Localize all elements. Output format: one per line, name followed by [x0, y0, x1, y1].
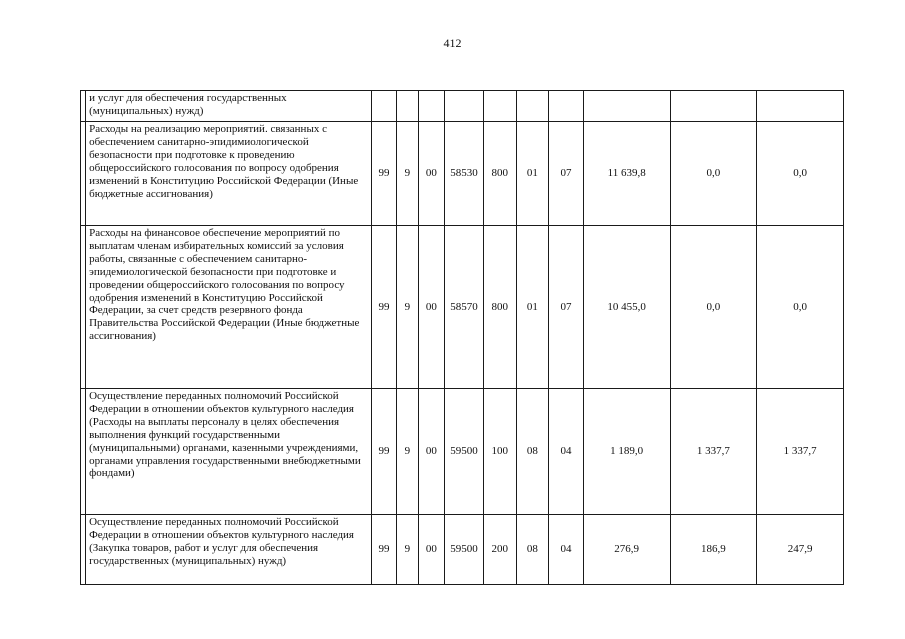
code-d-cell: 59500 — [445, 515, 484, 585]
table-row — [81, 226, 844, 389]
table-row — [81, 91, 844, 122]
code-a-cell: 99 — [371, 389, 397, 515]
code-b-cell: 9 — [397, 389, 418, 515]
amount-2020-cell: 11 639,8 — [583, 122, 670, 226]
description-cell: Расходы на финансовое обеспечение мероприятий по выплатам членам избирательных комиссий за условия работы, связанные с обеспечением санитарно-эпидемиологической безопасности при подготовке и проведении общероссийского голосования по вопросу одобрения изменений в Конституцию Российской Федерации, за счет средств резервного фонда Правительства Российской Федерации (Иные бюджетные ассигнования) — [86, 226, 372, 389]
code-a-cell: 99 — [371, 515, 397, 585]
amount-2022-cell — [757, 91, 844, 122]
code-b-cell — [397, 91, 418, 122]
budget-table — [80, 90, 844, 585]
section-cell: 08 — [516, 389, 549, 515]
type-cell — [483, 91, 516, 122]
amount-2020-cell: 1 189,0 — [583, 389, 670, 515]
amount-2021-cell: 186,9 — [670, 515, 757, 585]
amount-2020-cell: 276,9 — [583, 515, 670, 585]
code-b-cell: 9 — [397, 122, 418, 226]
code-c-cell — [418, 91, 445, 122]
code-c-cell: 00 — [418, 515, 445, 585]
amount-2021-cell: 1 337,7 — [670, 389, 757, 515]
code-c-cell: 00 — [418, 389, 445, 515]
subsection-cell: 07 — [549, 122, 584, 226]
section-cell — [516, 91, 549, 122]
code-a-cell: 99 — [371, 226, 397, 389]
amount-2021-cell: 0,0 — [670, 122, 757, 226]
subsection-cell: 07 — [549, 226, 584, 389]
type-cell: 100 — [483, 389, 516, 515]
code-b-cell: 9 — [397, 226, 418, 389]
code-d-cell: 58570 — [445, 226, 484, 389]
code-c-cell: 00 — [418, 122, 445, 226]
description-cell: Расходы на реализацию мероприятий. связанных с обеспечением санитарно-эпидимиологической безопасности при подготовке к проведению общероссийского голосования по вопросу одобрения изменений в Конституцию Российской Федерации (Иные бюджетные ассигнования) — [86, 122, 372, 226]
table-row — [81, 389, 844, 515]
type-cell: 800 — [483, 226, 516, 389]
section-cell: 01 — [516, 226, 549, 389]
code-d-cell — [445, 91, 484, 122]
type-cell: 800 — [483, 122, 516, 226]
amount-2021-cell — [670, 91, 757, 122]
code-b-cell: 9 — [397, 515, 418, 585]
page-number: 412 — [443, 36, 462, 50]
subsection-cell — [549, 91, 584, 122]
code-d-cell: 58530 — [445, 122, 484, 226]
table-row — [81, 122, 844, 226]
amount-2022-cell: 247,9 — [757, 515, 844, 585]
section-cell: 01 — [516, 122, 549, 226]
subsection-cell: 04 — [549, 515, 584, 585]
description-cell: и услуг для обеспечения государственных (муниципальных) нужд) — [86, 91, 372, 122]
table-row — [81, 515, 844, 585]
section-cell: 08 — [516, 515, 549, 585]
type-cell: 200 — [483, 515, 516, 585]
code-c-cell: 00 — [418, 226, 445, 389]
amount-2021-cell: 0,0 — [670, 226, 757, 389]
code-a-cell — [371, 91, 397, 122]
budget-table-body — [81, 91, 844, 585]
subsection-cell: 04 — [549, 389, 584, 515]
description-cell: Осуществление переданных полномочий Российской Федерации в отношении объектов культурного наследия (Расходы на выплаты персоналу в целях обеспечения выполнения функций государственными (муниципальными) органами, казенными учреждениями, органами управления государственными внебюджетными фондами) — [86, 389, 372, 515]
amount-2022-cell: 0,0 — [757, 226, 844, 389]
code-a-cell: 99 — [371, 122, 397, 226]
amount-2020-cell — [583, 91, 670, 122]
amount-2020-cell: 10 455,0 — [583, 226, 670, 389]
description-cell: Осуществление переданных полномочий Российской Федерации в отношении объектов культурного наследия (Закупка товаров, работ и услуг для обеспечения государственных (муниципальных) нужд) — [86, 515, 372, 585]
amount-2022-cell: 1 337,7 — [757, 389, 844, 515]
amount-2022-cell: 0,0 — [757, 122, 844, 226]
code-d-cell: 59500 — [445, 389, 484, 515]
